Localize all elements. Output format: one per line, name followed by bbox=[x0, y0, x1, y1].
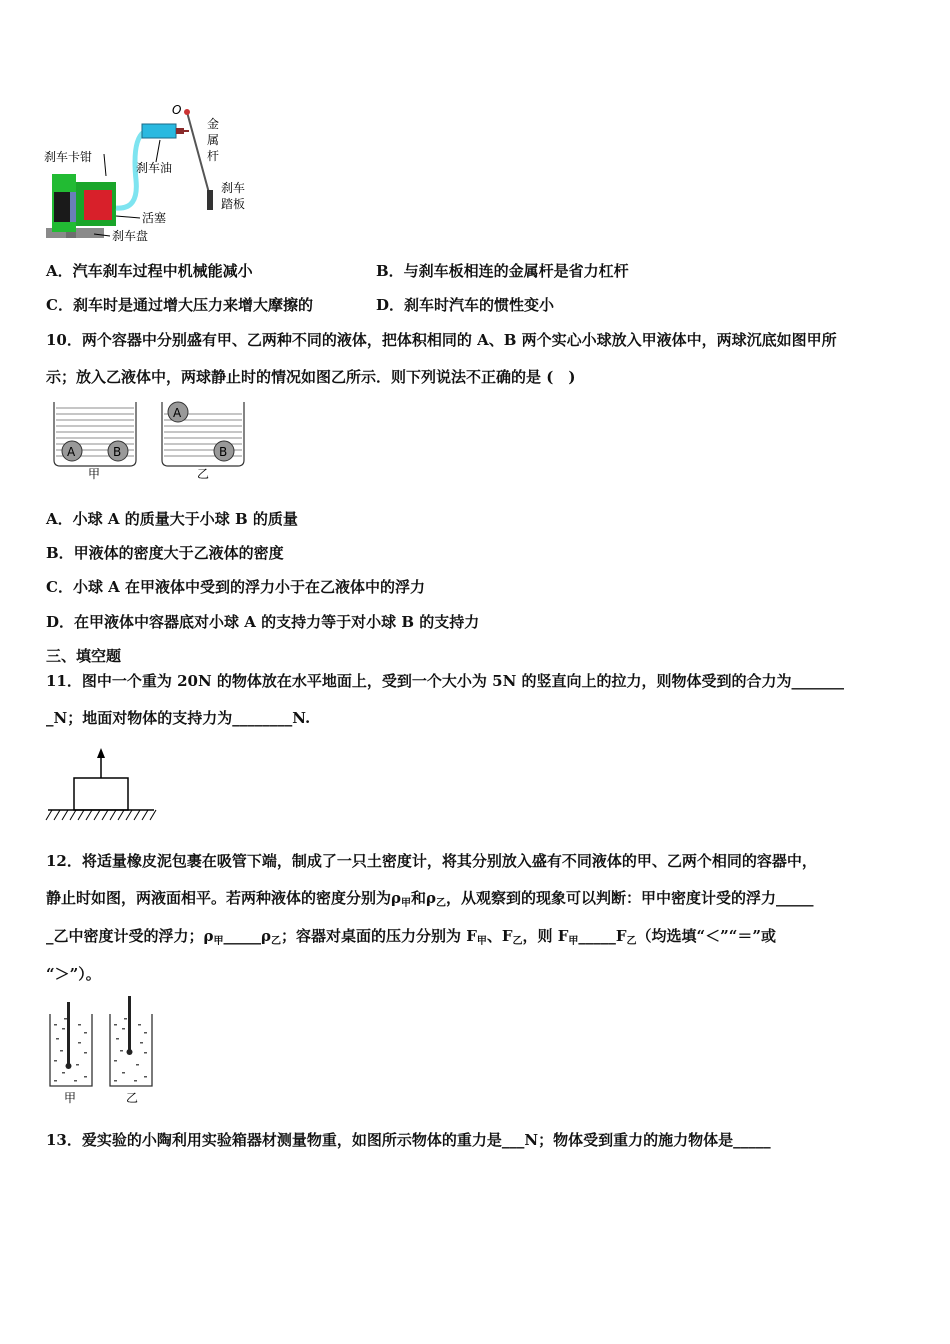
q12-l3-c: ；容器对桌面的压力分别为 F bbox=[280, 927, 477, 945]
q10-stem-line2: 示；放入乙液体中，两球静止时的情况如图乙所示．则下列说法不正确的是 ( ) bbox=[46, 368, 576, 386]
q12-stem-line1: 12．将适量橡皮泥包裹在吸管下端，制成了一只土密度计，将其分别放入盛有不同液体的甲、乙两个相同的容器中， bbox=[46, 852, 817, 870]
q12-l3-g: （均选填“＜”“＝”或 bbox=[636, 927, 777, 945]
q10-option-c: C．小球 A 在甲液体中受到的浮力小于在乙液体中的浮力 bbox=[46, 578, 426, 596]
q12-l2-sub2: 乙 bbox=[435, 898, 446, 909]
q12-l3-sub6: 乙 bbox=[626, 936, 637, 947]
pivot-label: O bbox=[172, 103, 182, 117]
q12-l3-a: _乙中密度计受的浮力；ρ bbox=[46, 927, 214, 945]
q12-l2-c: ，从观察到的现象可以判断：甲中密度计受的浮力_____ bbox=[445, 889, 814, 907]
q12-l3-sub5: 甲 bbox=[568, 936, 579, 947]
rod-label-1: 金 bbox=[207, 117, 220, 131]
q9-option-c: C．刹车时是通过增大压力来增大摩擦的 bbox=[46, 296, 313, 314]
ball-b-label-2: B bbox=[219, 445, 228, 459]
q12-stem-line3 bbox=[46, 926, 776, 949]
pedal-label-2: 踏板 bbox=[221, 197, 246, 211]
caliper-label: 刹车卡钳 bbox=[44, 150, 93, 164]
q9-option-d: D．刹车时汽车的惯性变小 bbox=[376, 296, 555, 314]
ball-b-label: B bbox=[113, 445, 122, 459]
q10-option-d: D．在甲液体中容器底对小球 A 的支持力等于对小球 B 的支持力 bbox=[46, 613, 480, 631]
ball-a-label-2: A bbox=[173, 406, 182, 420]
q12-l3-sub3: 甲 bbox=[476, 936, 487, 947]
q9-option-b: B．与刹车板相连的金属杆是省力杠杆 bbox=[376, 262, 629, 280]
container-jia-label: 甲 bbox=[88, 467, 101, 481]
section-heading: 三、填空题 bbox=[46, 647, 122, 665]
disc-label: 刹车盘 bbox=[112, 229, 149, 243]
q12-stem-line4: “＞”）。 bbox=[46, 965, 101, 983]
meter-jia-label: 甲 bbox=[64, 1091, 77, 1105]
q12-l3-d: 、F bbox=[486, 927, 513, 945]
q12-l3-f: _____F bbox=[578, 927, 627, 945]
q12-l2-b: 和ρ bbox=[410, 889, 436, 907]
q12-l3-sub4: 乙 bbox=[512, 936, 523, 947]
q10-option-b: B．甲液体的密度大于乙液体的密度 bbox=[46, 544, 284, 562]
oil-label: 刹车油 bbox=[136, 161, 173, 175]
q12-l2-a: 静止时如图，两液面相平。若两种液体的密度分别为ρ bbox=[46, 889, 401, 907]
piston-label: 活塞 bbox=[142, 211, 167, 225]
rod-label-2: 属 bbox=[207, 133, 220, 147]
pedal-label-1: 刹车 bbox=[221, 181, 246, 195]
q12-l3-e: ，则 F bbox=[522, 927, 569, 945]
container-yi-label: 乙 bbox=[197, 467, 210, 481]
q13-stem-line1: 13．爱实验的小陶利用实验箱器材测量物重，如图所示物体的重力是___N；物体受到重力的施力物体是_____ bbox=[46, 1131, 771, 1149]
meter-yi-label: 乙 bbox=[126, 1091, 139, 1105]
rod-label-3: 杆 bbox=[207, 149, 220, 163]
containers-balls-figure bbox=[50, 398, 250, 480]
q12-l3-b: _____ρ bbox=[223, 927, 271, 945]
q11-stem-line1: 11．图中一个重为 20N 的物体放在水平地面上，受到一个大小为 5N 的竖直向上的拉力，则物体受到的合力为_______ bbox=[46, 672, 845, 690]
ball-a-label: A bbox=[67, 445, 76, 459]
q10-stem-line1: 10．两个容器中分别盛有甲、乙两种不同的液体，把体积相同的 A、B 两个实心小球放入甲液体中，两球沉底如图甲所 bbox=[46, 331, 837, 349]
q9-option-a: A．汽车刹车过程中机械能减小 bbox=[46, 262, 253, 280]
q11-stem-line2: _N；地面对物体的支持力为________N. bbox=[46, 709, 311, 727]
block-on-ground-figure bbox=[46, 746, 158, 826]
q12-stem-line2 bbox=[46, 888, 813, 911]
q12-l3-sub2: 乙 bbox=[270, 936, 281, 947]
q12-l3-sub1: 甲 bbox=[213, 936, 224, 947]
brake-system-figure bbox=[44, 100, 264, 250]
density-meter-figure bbox=[48, 994, 160, 1106]
q12-l2-sub1: 甲 bbox=[400, 898, 411, 909]
q10-option-a: A．小球 A 的质量大于小球 B 的质量 bbox=[46, 510, 298, 528]
